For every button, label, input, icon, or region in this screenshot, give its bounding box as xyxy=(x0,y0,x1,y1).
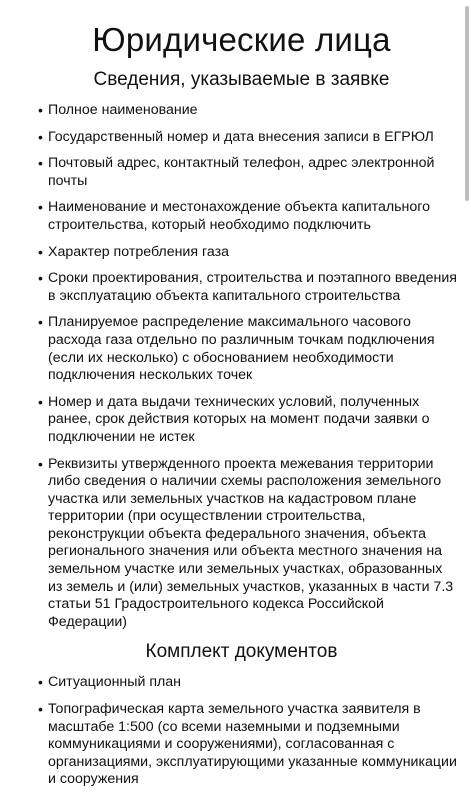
bullet-icon: • xyxy=(38,155,43,172)
list-item-text: Полное наименование xyxy=(48,102,198,118)
list-item xyxy=(26,102,457,120)
documents-section-title: Комплект документов xyxy=(145,641,338,663)
list-item xyxy=(26,701,457,789)
list-item xyxy=(26,199,457,234)
bullet-icon: • xyxy=(38,314,43,331)
list-item-text: Наименование и местонахождение объекта капитального строительства, который необходимо подключить xyxy=(48,199,431,233)
list-item-text: Сроки проектирования, строительства и поэтапного введения в эксплуатацию объекта капитального строительства xyxy=(48,270,457,304)
bullet-icon: • xyxy=(38,102,43,118)
list-item xyxy=(26,270,457,305)
list-item-text: Топографическая карта земельного участка заявителя в масштабе 1:500 (со всеми наземными и подземными коммуникациями и сооружениями), согласованная с организациями, эксплуатирующими указанные коммуникации и сооружения xyxy=(48,701,457,788)
list-item-text: Реквизиты утвержденного проекта межевания территории либо сведения о наличии схемы расположения земельного участка или земельных участков на кадастровом плане территории (при осуществлении строительства, реконструкции объекта федерального значения, объекта регионального значения или объекта местного значения на земельном участке или земельных участках, образованных из земель и (или) земельных участков, указанных в части 7.3 статьи 51 Градостроительного кодекса Российской Федерации) xyxy=(48,455,454,630)
bullet-icon: • xyxy=(38,243,43,260)
documents-list xyxy=(26,674,457,789)
application-info-list xyxy=(26,102,457,631)
list-item-text: Государственный номер и дата внесения записи в ЕГРЮЛ xyxy=(48,128,434,145)
application-section-title: Сведения, указываемые в заявке xyxy=(93,69,390,90)
list-item-text: Характер потребления газа xyxy=(48,243,229,260)
bullet-icon: • xyxy=(38,393,43,410)
list-item xyxy=(26,129,457,147)
page-title: Юридические лица xyxy=(92,21,391,58)
list-item xyxy=(26,314,457,384)
bullet-icon: • xyxy=(38,455,43,472)
bullet-icon: • xyxy=(38,701,43,718)
list-item-text: Номер и дата выдачи технических условий, полученных ранее, срок действия которых на момент подачи заявки о подключении не истек xyxy=(48,393,430,445)
list-item xyxy=(26,394,457,447)
list-item-text: Планируемое распределение максимального часового расхода газа отдельно по различным точкам подключения (если их несколько) с обоснованием необходимости подключения нескольких точек xyxy=(48,314,435,384)
scrollbar-thumb[interactable] xyxy=(465,6,469,201)
list-item xyxy=(26,244,457,262)
list-item-text: Почтовый адрес, контактный телефон, адрес электронной почты xyxy=(48,155,435,189)
list-item xyxy=(26,674,457,692)
bullet-icon: • xyxy=(38,674,43,691)
list-item xyxy=(26,456,457,632)
list-item-text: Ситуационный план xyxy=(48,674,182,691)
bullet-icon: • xyxy=(38,128,43,145)
list-item xyxy=(26,155,457,190)
bullet-icon: • xyxy=(38,270,43,287)
bullet-icon: • xyxy=(38,199,43,216)
